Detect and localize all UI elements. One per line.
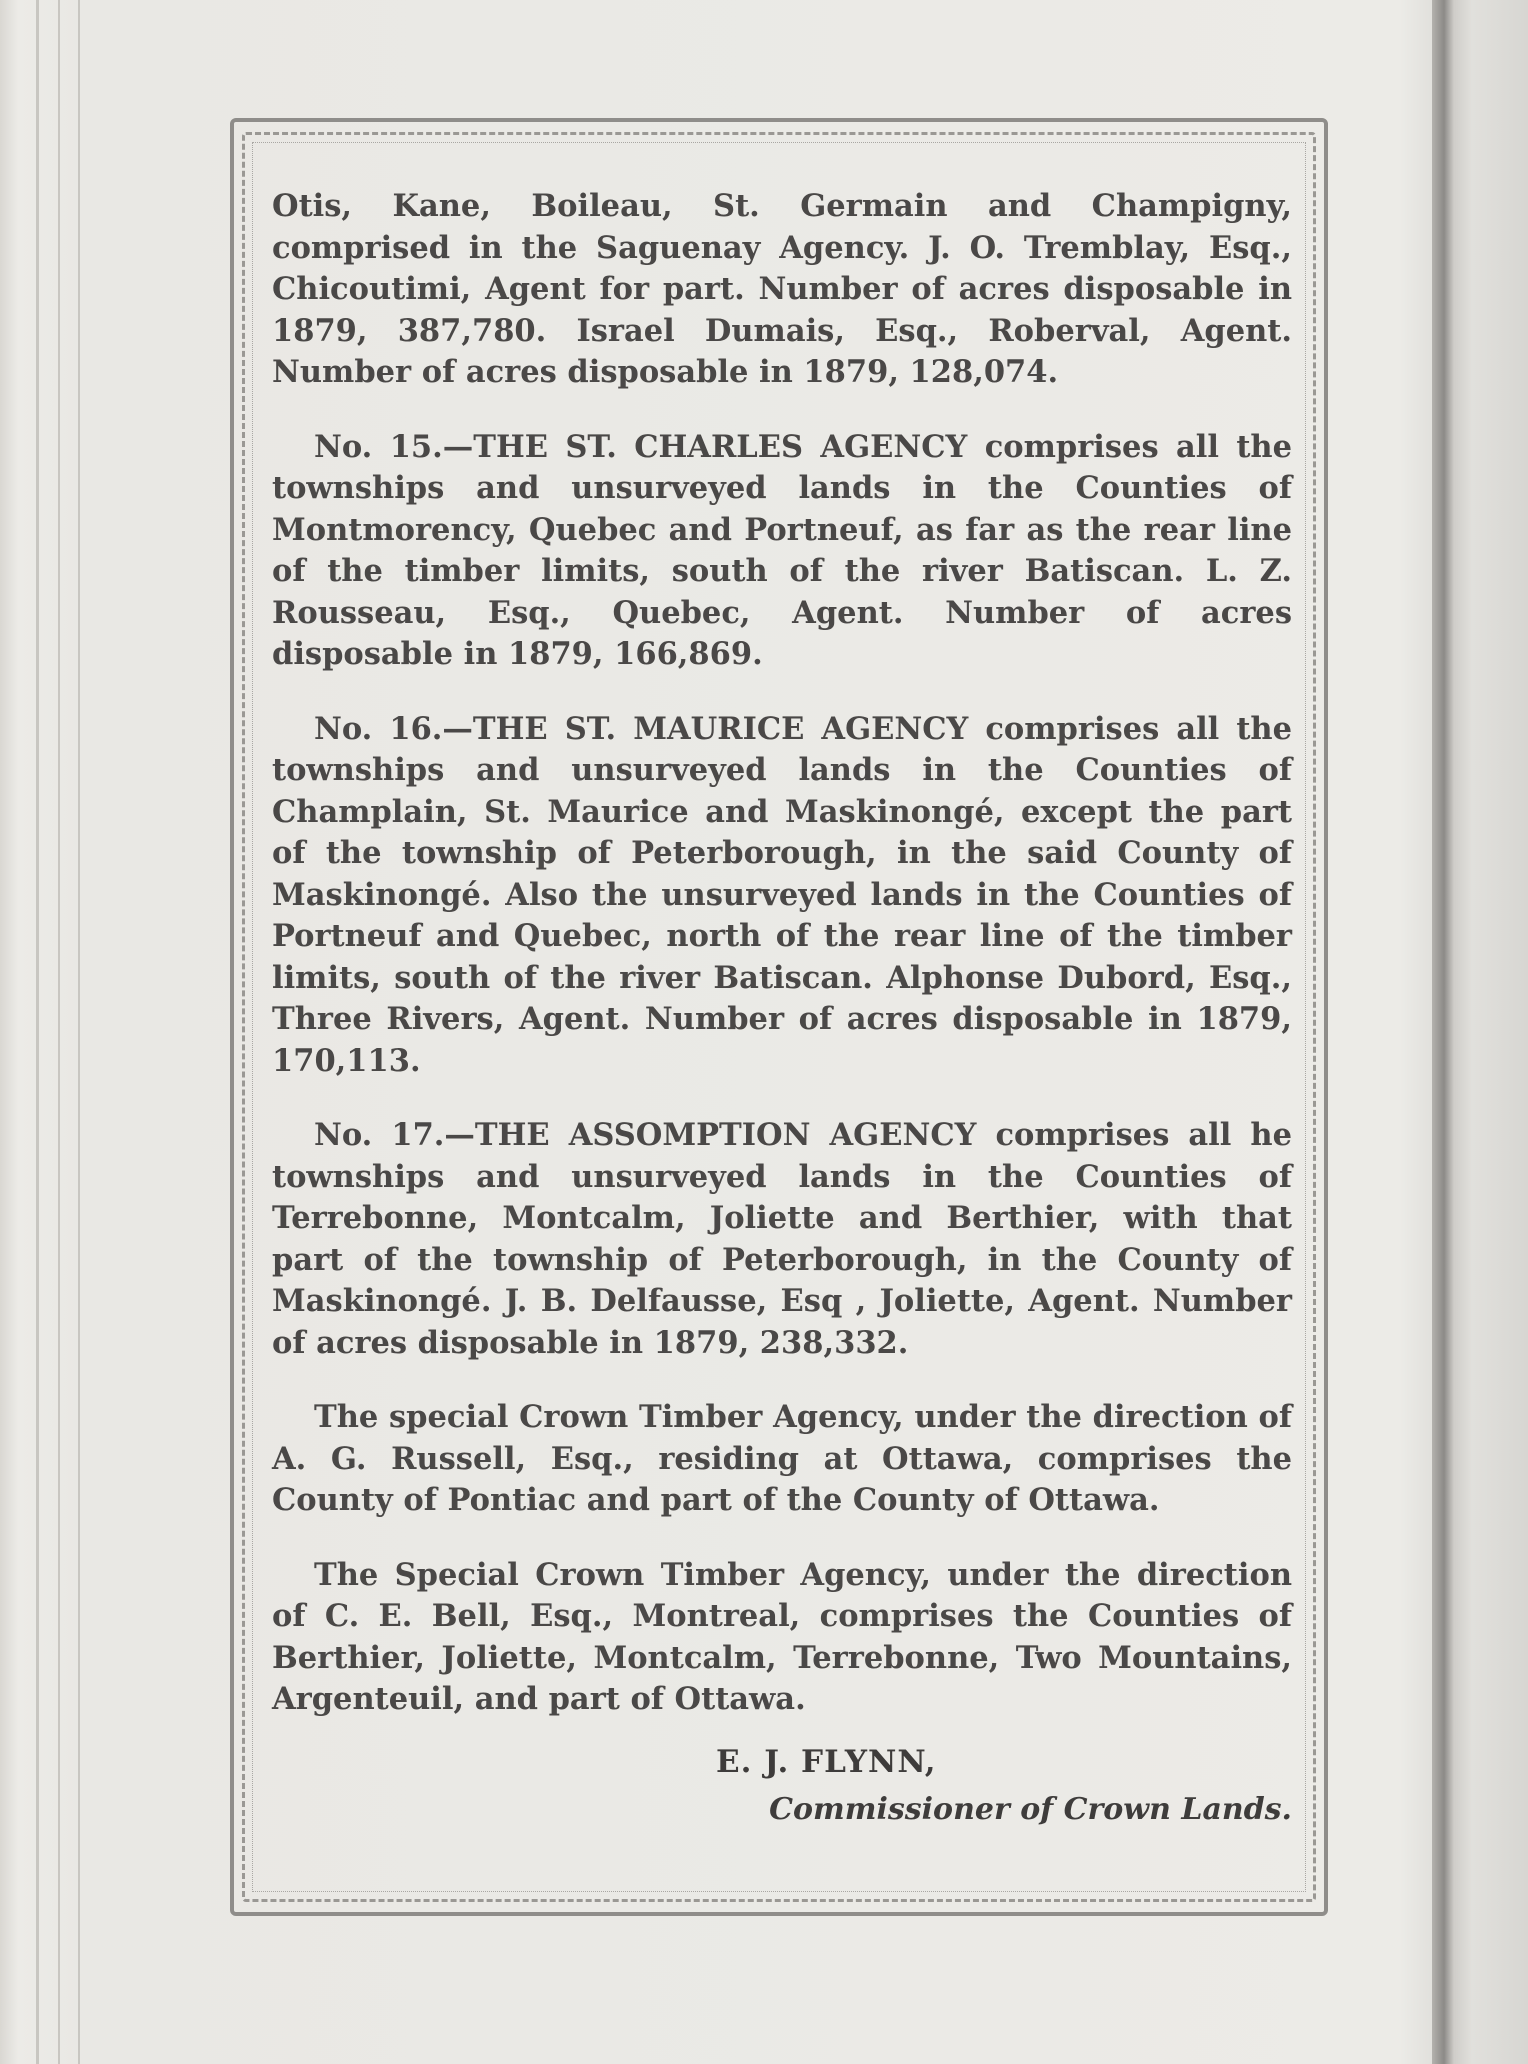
paragraph-saguenay-continuation: Otis, Kane, Boileau, St. Germain and Champigny, comprised in the Saguenay Agency. J. O. Tremblay, Esq., Chicoutimi, Agent for part. Number of acres disposable in 1879, 387,780. Israel Dumais, Esq., Roberval, Agent. Number of acres disposable in 1879, 128,074.: [272, 188, 1292, 390]
signature-title: Commissioner of Crown Lands.: [769, 1792, 1292, 1827]
binding-line: [78, 0, 80, 2064]
paragraph-bell-timber-agency: The Special Crown Timber Agency, under the direction of C. E. Bell, Esq., Montreal, comprises the Counties of Berthier, Joliette, Montcalm, Terrebonne, Two Mountains, Argenteuil, and part of Ottawa.: [272, 1556, 1292, 1717]
notice-body: [272, 186, 1292, 1754]
paragraph-st-maurice-agency: No. 16.—THE ST. MAURICE AGENCY comprises all the townships and unsurveyed lands in the Counties of Champlain, St. Maurice and Maskinongé, except the part of the township of Peterborough, in the said County of Maskinongé. Also the unsurveyed lands in the Counties of Portneuf and Quebec, north of the rear line of the timber limits, south of the river Batiscan. Alphonse Dubord, Esq., Three Rivers, Agent. Number of acres disposable in 1879, 170,113.: [272, 710, 1292, 1079]
binding-line: [58, 0, 60, 2064]
binding-line: [36, 0, 39, 2064]
paragraph-st-charles-agency: No. 15.—THE ST. CHARLES AGENCY comprises all the townships and unsurveyed lands in the Counties of Montmorency, Quebec and Portneuf, as far as the rear line of the timber limits, south of the river Batiscan. L. Z. Rousseau, Esq., Quebec, Agent. Number of acres disposable in 1879, 166,869.: [272, 428, 1292, 672]
signature-name: E. J. FLYNN,: [716, 1744, 937, 1780]
paragraph-assomption-agency: No. 17.—THE ASSOMPTION AGENCY comprises all he townships and unsurveyed lands in the Counties of Terrebonne, Montcalm, Joliette and Berthier, with that part of the township of Peterborough, in the County of Maskinongé. J. B. Delfausse, Esq , Joliette, Agent. Number of acres disposable in 1879, 238,332.: [272, 1117, 1292, 1361]
page-edge-shadow: [1432, 0, 1528, 2064]
paragraph-russell-timber-agency: The special Crown Timber Agency, under the direction of A. G. Russell, Esq., residing at Ottawa, comprises the County of Pontiac and part of the County of Ottawa.: [272, 1399, 1292, 1518]
